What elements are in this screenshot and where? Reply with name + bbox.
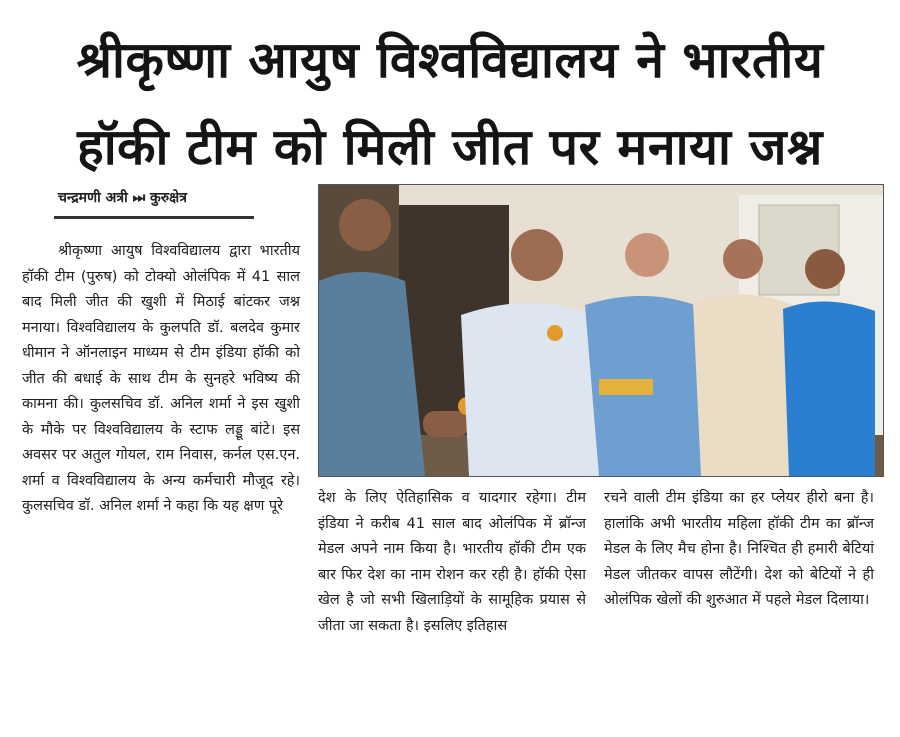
- article-column-3: रचने वाली टीम इंडिया का हर प्लेयर हीरो बना है। हालांकि अभी भारतीय महिला हॉकी टीम का ब्रॉन्ज मेडल के लिए मैच होना है। निश्चित ही हमारी बेटियां मेडल जीतकर वापस लौटेंगी। देश को बेटियों ने ही ओलंपिक खेलों की शुरुआत में पहले मेडल दिलाया।: [604, 490, 874, 608]
- group-photo: [318, 184, 884, 477]
- headline-line-2: हॉकी टीम को मिली जीत पर मनाया जश्न: [77, 118, 823, 176]
- article-column-2: देश के लिए ऐतिहासिक व यादगार रहेगा। टीम इंडिया ने करीब 41 साल बाद ओलंपिक में ब्रॉन्ज मेडल अपने नाम किया है। भारतीय हॉकी टीम एक बार फिर देश का नाम रोशन कर रही है। हॉकी ऐसा खेल है जो सभी खिलाड़ियों के सामूहिक प्रयास से जीता जा सकता है। इसलिए इतिहास: [318, 490, 586, 634]
- article-column-1: श्रीकृष्णा आयुष विश्वविद्यालय द्वारा भारतीय हॉकी टीम (पुरुष) को टोक्यो ओलंपिक में 41 साल बाद मिली जीत की खुशी में मिठाई बांटकर जश्न मनाया। विश्वविद्यालय के कुलपति डॉ. बलदेव कुमार धीमान ने ऑनलाइन माध्यम से टीम इंडिया हॉकी को जीत की बधाई के साथ टीम के सुनहरे भविष्य की कामना की। कुलसचिव डॉ. अनिल शर्मा ने इस खुशी के मौके पर विश्वविद्यालय के स्टाफ लड्डू बांटे। इस अवसर पर अतुल गोयल, राम निवास, कर्नल एस.एन. शर्मा व विश्वविद्यालय के अन्य कर्मचारी मौजूद रहे। कुलसचिव डॉ. अनिल शर्मा ने कहा कि यह क्षण पूरे: [22, 243, 300, 514]
- byline: चन्द्रमणी अत्री ⏭ कुरुक्षेत्र: [58, 190, 187, 206]
- headline-line-1: श्रीकृष्णा आयुष विश्वविद्यालय ने भारतीय: [76, 31, 824, 89]
- group-photo-icon: [319, 185, 883, 476]
- byline-divider: [54, 216, 254, 219]
